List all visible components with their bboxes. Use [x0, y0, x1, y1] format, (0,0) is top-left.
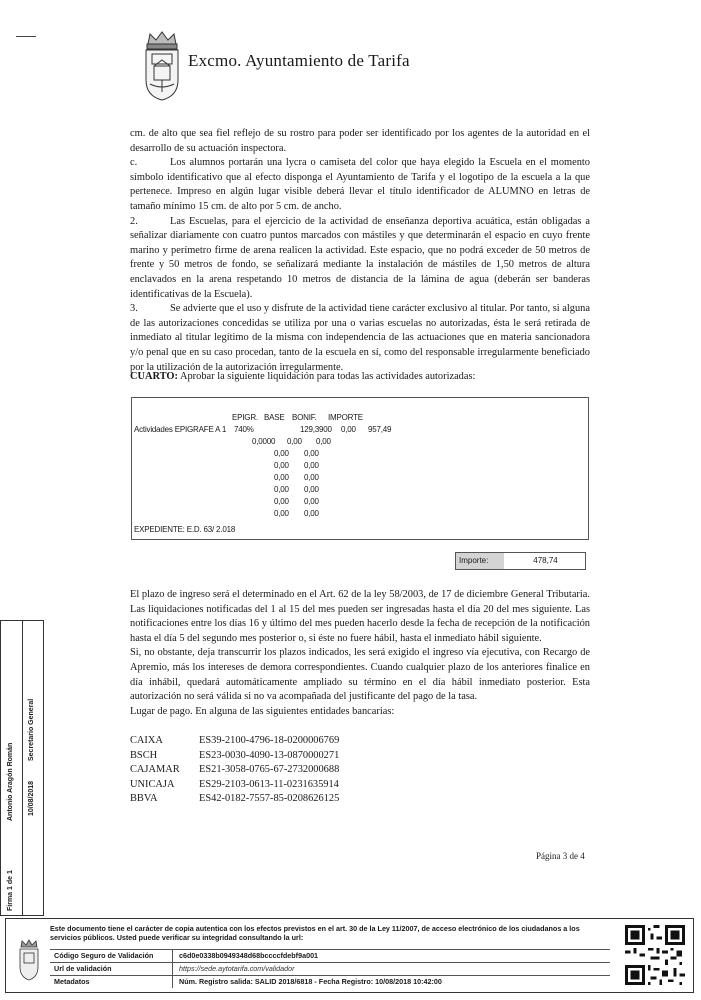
bank-row — [130, 749, 339, 764]
paragraph-text: Los alumnos portarán una lycra o camiseta del color que haya elegido la Escuela en el momento símbolo identificativo que al efecto disponga el Ayuntamiento de Tarifa y el logotipo de la escuela a la que pertenece. Impreso en algún lugar visible deberá llevar el título identificador de ALUMNO en letras de tamaño mínimo 15 cm. de alto por 5 cm. de ancho. — [130, 157, 590, 212]
scan-mark — [16, 36, 36, 37]
paragraph-text: Se advierte que el uso y disfrute de la actividad tiene carácter exclusivo al titular. Por tanto, si alguna de las autorizaciones concedidas se utiliza por una o varias escuelas no autorizadas, ésta le será retirada de inmediato al titular legítimo de la misma con independencia de las actuaciones que en materia sancionadora y/o penal que en su caso procedan, tanto de la escuela en sí, como del responsable irregularmente beneficiado por la utilización de la autorización irregularmente. — [130, 303, 590, 373]
zero-cell: 0,00 — [304, 485, 319, 494]
divider — [172, 950, 173, 962]
paragraph: El plazo de ingreso será el determinado en el Art. 62 de la ley 58/2003, de 17 de diciembre General Tributaria. Las liquidaciones notificadas del 1 al 15 del mes pueden ser ingresadas hasta el día 20 del mes siguiente. Las notificaciones entre los días 16 y último del mes pueden hacerlo desde la fecha de recepción de la notificación hasta el día 5 del segundo mes posterior o, si éste no fuere hábil, hasta el inmediato hábil siguiente. — [130, 589, 590, 644]
row-importe: 957,49 — [368, 425, 392, 434]
bank-list — [130, 734, 339, 807]
bank-iban: ES21-3058-0765-67-2732000688 — [199, 764, 340, 776]
zero-cell: 0,00 — [274, 461, 289, 470]
footer-row-csv — [50, 949, 610, 962]
signature-strip — [0, 620, 44, 916]
bank-name: UNICAJA — [130, 778, 175, 790]
header-bonif: BONIF. — [292, 413, 317, 422]
footer-value-url[interactable]: https://sede.aytotarifa.com/validador — [179, 964, 295, 973]
bank-iban: ES23-0030-4090-13-0870000271 — [199, 749, 340, 761]
zero-cell: 0,00 — [274, 449, 289, 458]
zero-cell: 0,00 — [304, 449, 319, 458]
paragraph — [130, 156, 590, 214]
paragraph-label: c. — [130, 157, 138, 169]
verification-footer — [5, 918, 694, 993]
bank-iban: ES39-2100-4796-18-0200006769 — [199, 735, 340, 746]
bank-row — [130, 792, 339, 807]
cuarto-label: CUARTO: — [130, 371, 178, 382]
paragraph-text: Las Escuelas, para el ejercicio de la actividad de enseñanza deportiva acuática, están obligadas a señalizar diariamente con cuatro puntos marcados con mástiles y que determinarán el espacio en cuyo frente marino y perímetro firme de arena realicen la actividad. Este espacio, que no podrá exceder de 50 metros de frente y 50 metros de fondo, se señalizará mediante la instalación de mástiles de 1,50 metros de altura enclavados en la arena respetando 10 metros de distancia de la lámina de agua (deberán ser banderas identificativas de la Escuela). — [130, 215, 590, 300]
header-base: BASE — [264, 413, 285, 422]
zero-cell: 0,00 — [274, 485, 289, 494]
signature-col-left — [1, 621, 23, 915]
signature-name: Antonio Aragón Román — [6, 742, 14, 821]
zero-cell: 0,00 — [274, 473, 289, 482]
cuarto-text: Aprobar la siguiente liquidación para todas las actividades autorizadas: — [179, 371, 476, 382]
row-epigr: 740% — [234, 425, 254, 434]
page-number: Página 3 de 4 — [536, 851, 585, 861]
divider — [172, 963, 173, 975]
bank-row — [130, 734, 339, 749]
bank-iban: ES42-0182-7557-85-0208626125 — [199, 793, 340, 805]
divider — [172, 976, 173, 988]
footer-key: Metadatos — [54, 977, 90, 986]
header-title: Excmo. Ayuntamiento de Tarifa — [188, 51, 410, 70]
paragraph-label: 2. — [130, 215, 138, 227]
bank-name: BSCH — [130, 749, 158, 761]
zero-cell: 0,00 — [304, 509, 319, 518]
bank-iban: ES29-2103-0613-11-0231635914 — [199, 778, 339, 790]
body-section-2 — [130, 588, 590, 719]
row-concept: Actividades EPIGRAFE A 1 — [134, 425, 227, 434]
row2-cell: 0,00 — [316, 437, 331, 446]
footer-row-metadata — [50, 975, 610, 988]
paragraph-text: cm. de alto que sea fiel reflejo de su rostro para poder ser identificado por los agentes de la autoridad en el desarrollo de su actuación inspectora. — [130, 128, 590, 154]
qr-code-icon — [625, 924, 685, 986]
signature-col-right — [22, 621, 43, 915]
footer-value-metadata: Núm. Registro salida: SALID 2018/6818 - Fecha Registro: 10/08/2018 10:42:00 — [179, 977, 442, 986]
paragraph — [130, 127, 590, 156]
header-epigr: EPIGR. — [232, 413, 258, 422]
importe-value: 478,74 — [533, 556, 558, 565]
footer-value-csv: c6d0e0338b0949348d68bccccfdebf9a001 — [179, 951, 319, 960]
importe-label: Importe: — [456, 553, 504, 569]
signature-date: 10/08/2018 — [27, 780, 35, 816]
paragraph — [130, 302, 590, 375]
zero-cell: 0,00 — [274, 509, 289, 518]
bank-row — [130, 763, 339, 778]
paragraph — [130, 215, 590, 303]
bank-row — [130, 778, 339, 793]
zero-cell: 0,00 — [304, 461, 319, 470]
row2-cell: 0,0000 — [252, 437, 276, 446]
signature-role: Secretario General — [27, 698, 35, 761]
row-bonif: 0,00 — [341, 425, 356, 434]
importe-box — [455, 552, 586, 570]
paragraph: Si, no obstante, deja transcurrir los plazos indicados, les será exigido el ingreso vía ejecutiva, con Recargo de Apremio, más los intereses de demora correspondientes. Cuando cualquier plazo de los anteriores finalice en día inhábil, quedará automáticamente ampliado su término en el día hábil inmediato posterior. Esta autorización no será válida si no va acompañada del justificante del pago de la tasa. — [130, 647, 590, 703]
bank-name: CAIXA — [130, 735, 163, 746]
paragraph: Lugar de pago. En alguna de las siguientes entidades bancarias: — [130, 705, 395, 717]
zero-cell: 0,00 — [304, 473, 319, 482]
bank-name: CAJAMAR — [130, 764, 180, 776]
header-importe: IMPORTE — [328, 413, 363, 422]
body-section-1 — [130, 127, 590, 375]
footer-row-url — [50, 962, 610, 975]
signature-firma: Firma 1 de 1 — [6, 870, 14, 911]
bank-name: BBVA — [130, 793, 158, 805]
cuarto-line — [130, 371, 590, 382]
zero-cell: 0,00 — [274, 497, 289, 506]
row2-cell: 0,00 — [287, 437, 302, 446]
city-crest-icon — [140, 30, 184, 102]
footer-key: Código Seguro de Validación — [54, 951, 154, 960]
zero-cell: 0,00 — [304, 497, 319, 506]
liquidacion-box — [131, 397, 589, 540]
footer-key: Url de validación — [54, 964, 112, 973]
footer-crest-icon — [16, 939, 42, 981]
row-base: 129,3900 — [300, 425, 332, 434]
paragraph-label: 3. — [130, 303, 138, 315]
expediente: EXPEDIENTE: E.D. 63/ 2.018 — [134, 525, 236, 534]
footer-notice: Este documento tiene el carácter de copia autentica con los efectos previstos en el art. 30 de la Ley 11/2007, de acceso electrónico de los ciudadanos a los servicios públicos. Usted puede verificar su integridad consultando la url: — [50, 924, 580, 942]
